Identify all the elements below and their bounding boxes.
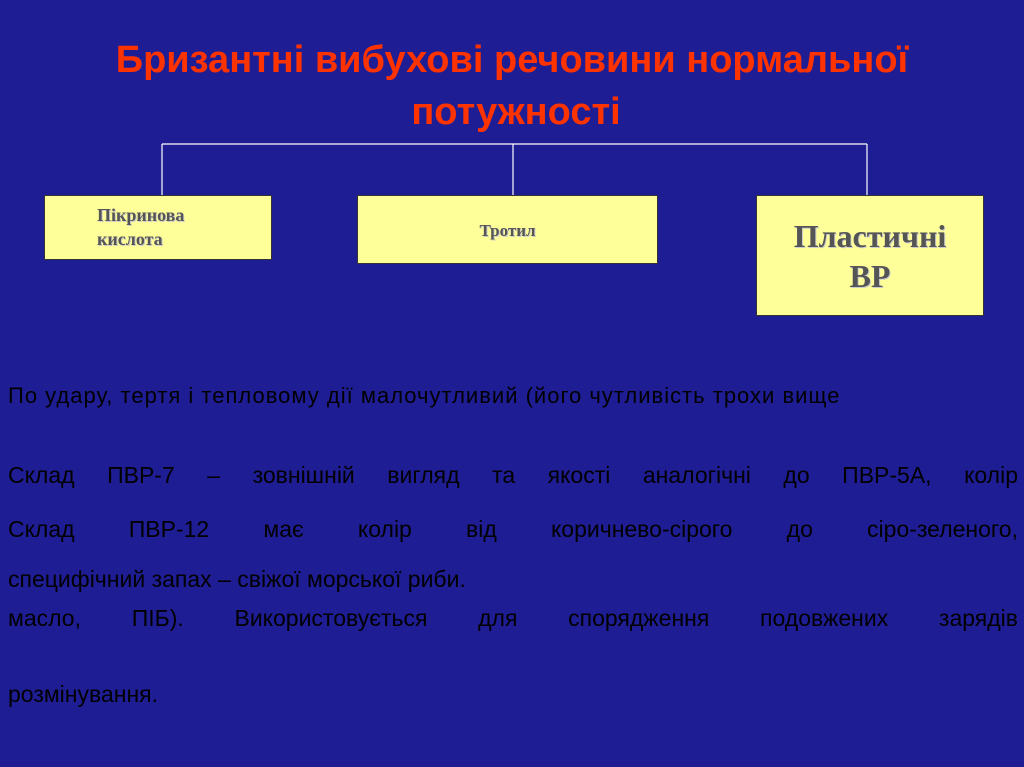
body-text-line: розмінування.	[8, 681, 158, 707]
picric-acid-label-line1: Пікринова	[97, 205, 185, 225]
slide-title-line2: потужності	[411, 91, 621, 133]
picric-acid-box	[44, 195, 272, 260]
body-text-line: Склад ПВР-7 – зовнішній вигляд та якості аналогічні до ПВР-5А, колір	[8, 462, 1018, 488]
plastic-explosives-box	[756, 195, 984, 316]
overlapped-text-fragment: По удару, тертя і тепловому дії малочутливий (його чутливість трохи вище	[8, 383, 841, 408]
body-text-line: специфічний запах – свіжої морської риби.	[8, 566, 466, 592]
body-text-line: Склад ПВР-12 має колір від коричнево-сірого до сіро-зеленого,	[8, 516, 1018, 542]
plastic-explosives-label-line1: Пластичні	[793, 218, 947, 254]
slide-title-line1: Бризантні вибухові речовини нормальної	[115, 39, 909, 81]
trotyl-box	[357, 195, 658, 264]
body-text-line: масло, ПІБ). Використовується для спорядження подовжених зарядів	[8, 605, 1018, 631]
trotyl-label: Тротил	[479, 221, 536, 240]
plastic-explosives-label-line2: ВР	[849, 258, 891, 294]
picric-acid-label-line2: кислота	[97, 229, 163, 249]
